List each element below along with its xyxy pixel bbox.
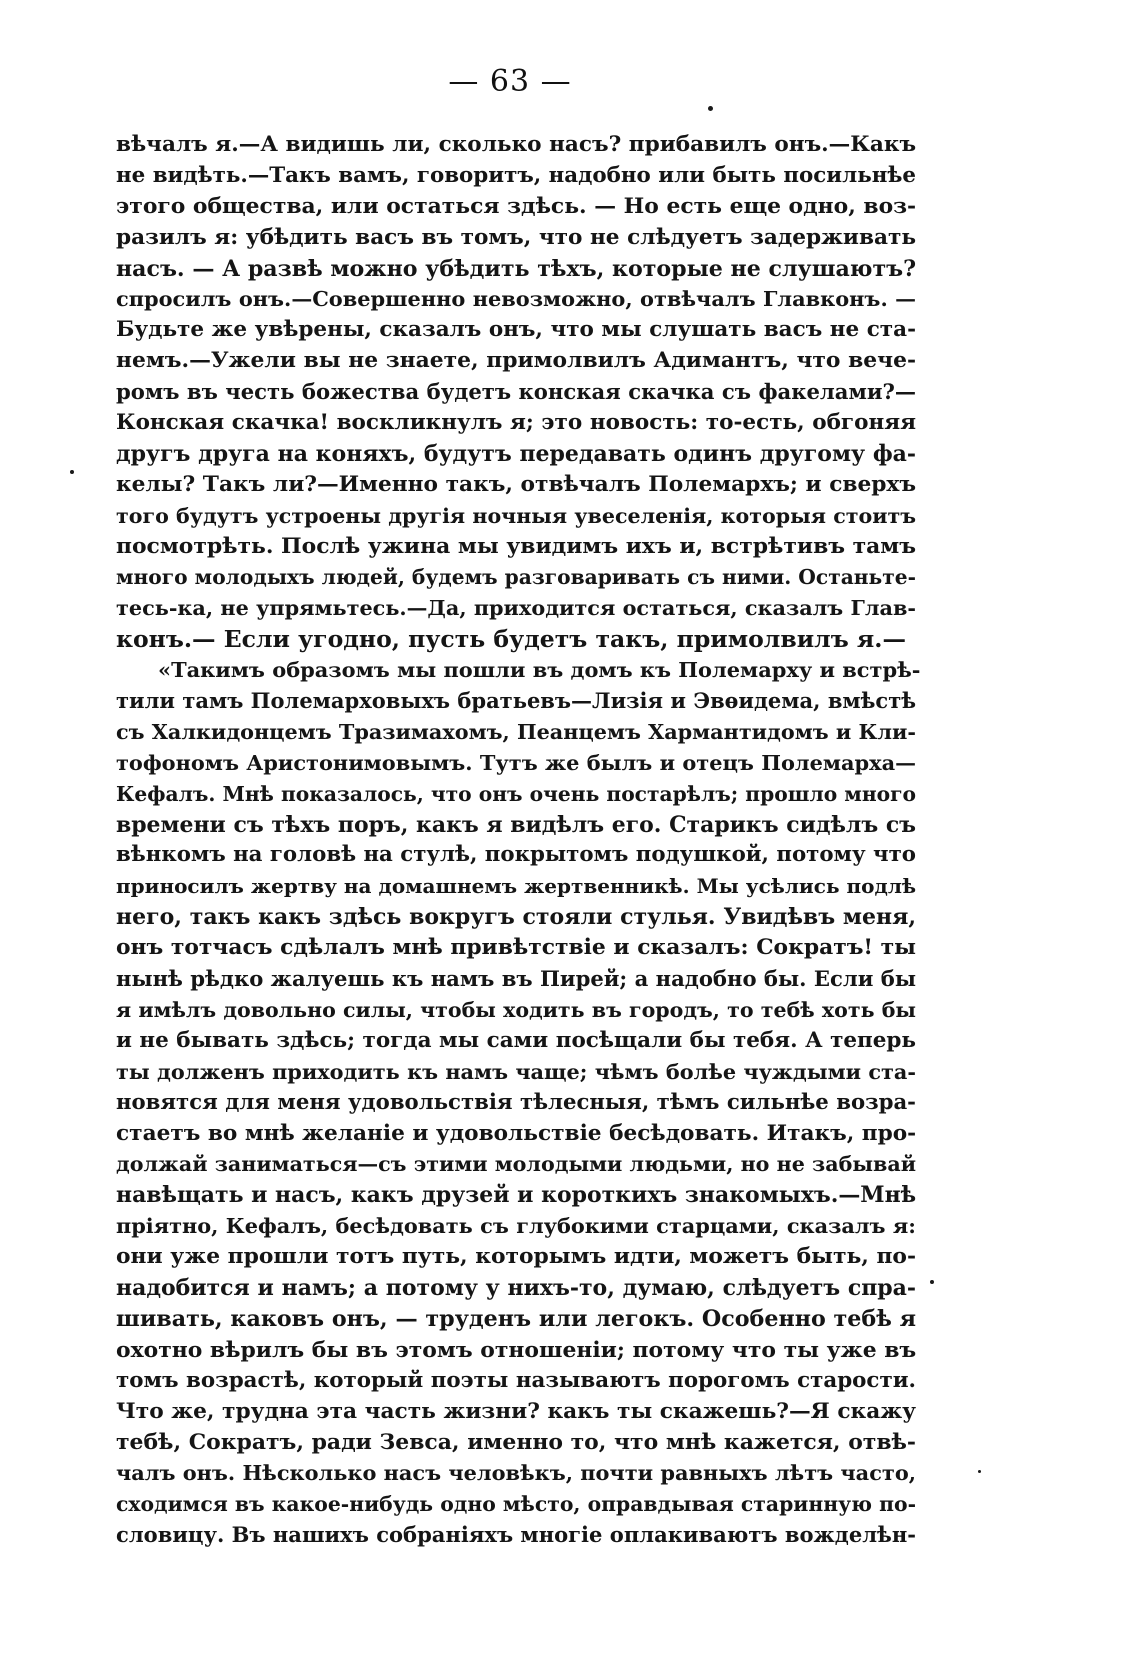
print-speck bbox=[708, 106, 713, 111]
print-speck bbox=[930, 1280, 934, 1284]
text-line: новятся для меня удовольствія тѣлесныя, тѣмъ сильнѣе возра- bbox=[116, 1089, 916, 1115]
text-line: приносилъ жертву на домашнемъ жертвенникѣ. Мы усѣлись подлѣ bbox=[116, 874, 916, 899]
text-line: вѣнкомъ на головѣ на стулѣ, покрытомъ подушкой, потому что bbox=[116, 842, 917, 868]
text-line: должай заниматься—съ этими молодыми людьми, но не забывай bbox=[116, 1152, 916, 1177]
text-line: Конская скачка! воскликнулъ я; это новость: то-есть, обгоняя bbox=[116, 410, 916, 436]
text-line: времени съ тѣхъ поръ, какъ я видѣлъ его. Старикъ сидѣлъ съ bbox=[116, 811, 916, 838]
text-line: вѣчалъ я.—А видишь ли, сколько насъ? прибавилъ онъ.—Какъ bbox=[116, 132, 916, 157]
text-line: навѣщать и насъ, какъ друзей и короткихъ знакомыхъ.—Мнѣ bbox=[116, 1182, 917, 1209]
text-line: онъ тотчасъ сдѣлалъ мнѣ привѣтствіе и сказалъ: Сократъ! ты bbox=[116, 935, 916, 961]
print-speck bbox=[978, 1470, 981, 1473]
text-line: они уже прошли тотъ путь, которымъ идти, можетъ быть, по- bbox=[116, 1244, 916, 1270]
text-line: охотно вѣрилъ бы въ этомъ отношеніи; потому что ты уже въ bbox=[116, 1336, 917, 1363]
text-line: ты долженъ приходить къ намъ чаще; чѣмъ болѣе чуждыми ста- bbox=[116, 1058, 916, 1084]
text-line: и не бывать здѣсь; тогда мы сами посѣщали бы тебя. А теперь bbox=[116, 1027, 916, 1053]
print-speck bbox=[70, 470, 74, 474]
text-line: того будутъ устроены другія ночныя увеселенія, которыя стоитъ bbox=[116, 503, 916, 528]
text-line: насъ. — А развѣ можно убѣдить тѣхъ, которые не слушаютъ? bbox=[116, 255, 917, 282]
text-line: посмотрѣть. Послѣ ужина мы увидимъ ихъ и, встрѣтивъ тамъ bbox=[116, 533, 916, 559]
text-line: конъ.— Если угодно, пусть будетъ такъ, примолвилъ я.— bbox=[116, 625, 906, 654]
text-line: него, такъ какъ здѣсь вокругъ стояли стулья. Увидѣвъ меня, bbox=[116, 904, 916, 931]
text-line: не видѣть.—Такъ вамъ, говоритъ, надобно или быть посильнѣе bbox=[116, 162, 916, 188]
text-line: шивать, каковъ онъ, — труденъ или легокъ. Особенно тебѣ я bbox=[116, 1305, 916, 1332]
text-line: другъ друга на коняхъ, будутъ передавать одинъ другому фа- bbox=[116, 440, 916, 467]
text-line: я имѣлъ довольно силы, чтобы ходить въ городъ, то тебѣ хоть бы bbox=[116, 997, 916, 1022]
text-line: томъ возрастѣ, который поэты называютъ порогомъ старости. bbox=[116, 1367, 916, 1393]
text-line: келы? Такъ ли?—Именно такъ, отвѣчалъ Полемархъ; и сверхъ bbox=[116, 471, 916, 497]
text-line: словицу. Въ нашихъ собраніяхъ многіе оплакиваютъ вожделѣн- bbox=[116, 1522, 916, 1548]
body-text bbox=[116, 130, 921, 1551]
text-line: разилъ я: убѣдить васъ въ томъ, что не слѣдуетъ задерживать bbox=[116, 224, 916, 250]
text-line: тили тамъ Полемарховыхъ братьевъ—Лизія и Эвѳидема, вмѣстѣ bbox=[116, 688, 916, 714]
page-number: — 63 — bbox=[448, 64, 572, 99]
text-line: надобится и намъ; а потому у нихъ-то, думаю, слѣдуетъ спра- bbox=[116, 1274, 916, 1301]
text-line: много молодыхъ людей, будемъ разговаривать съ ними. Останьте- bbox=[116, 565, 916, 590]
text-line: Что же, трудна эта часть жизни? какъ ты скажешь?—Я скажу bbox=[116, 1398, 916, 1424]
text-line: этого общества, или остаться здѣсь. — Но есть еще одно, воз- bbox=[116, 193, 917, 219]
text-line: стаетъ во мнѣ желаніе и удовольствіе бесѣдовать. Итакъ, про- bbox=[116, 1120, 917, 1146]
text-line: сходимся въ какое-нибудь одно мѣсто, оправдывая старинную по- bbox=[116, 1492, 916, 1517]
text-line: Будьте же увѣрены, сказалъ онъ, что мы слушать васъ не ста- bbox=[116, 317, 916, 343]
text-line: чалъ онъ. Нѣсколько насъ человѣкъ, почти равныхъ лѣтъ часто, bbox=[116, 1460, 917, 1486]
text-line: тебѣ, Сократъ, ради Зевса, именно то, что мнѣ кажется, отвѣ- bbox=[116, 1429, 916, 1456]
paragraph-first-line: «Такимъ образомъ мы пошли въ домъ къ Полемарху и встрѣ- bbox=[158, 657, 921, 683]
text-line: ромъ въ честь божества будетъ конская скачка съ факелами?— bbox=[116, 379, 916, 405]
text-line: немъ.—Ужели вы не знаете, примолвилъ Адимантъ, что вече- bbox=[116, 348, 916, 374]
text-line: спросилъ онъ.—Совершенно невозможно, отвѣчалъ Главконъ. — bbox=[116, 286, 916, 312]
text-line: тесь-ка, не упрямьтесь.—Да, приходится остаться, сказалъ Глав- bbox=[116, 595, 916, 621]
text-line: съ Халкидонцемъ Тразимахомъ, Пеанцемъ Хармантидомъ и Кли- bbox=[116, 719, 917, 744]
text-line: Кефалъ. Мнѣ показалось, что онъ очень постарѣлъ; прошло много bbox=[116, 781, 916, 806]
text-line: тофономъ Аристонимовымъ. Тутъ же былъ и отецъ Полемарха— bbox=[116, 749, 916, 775]
text-line: нынѣ рѣдко жалуешь къ намъ въ Пирей; а надобно бы. Если бы bbox=[116, 966, 916, 992]
text-line: пріятно, Кефалъ, бесѣдовать съ глубокими старцами, сказалъ я: bbox=[116, 1213, 916, 1239]
